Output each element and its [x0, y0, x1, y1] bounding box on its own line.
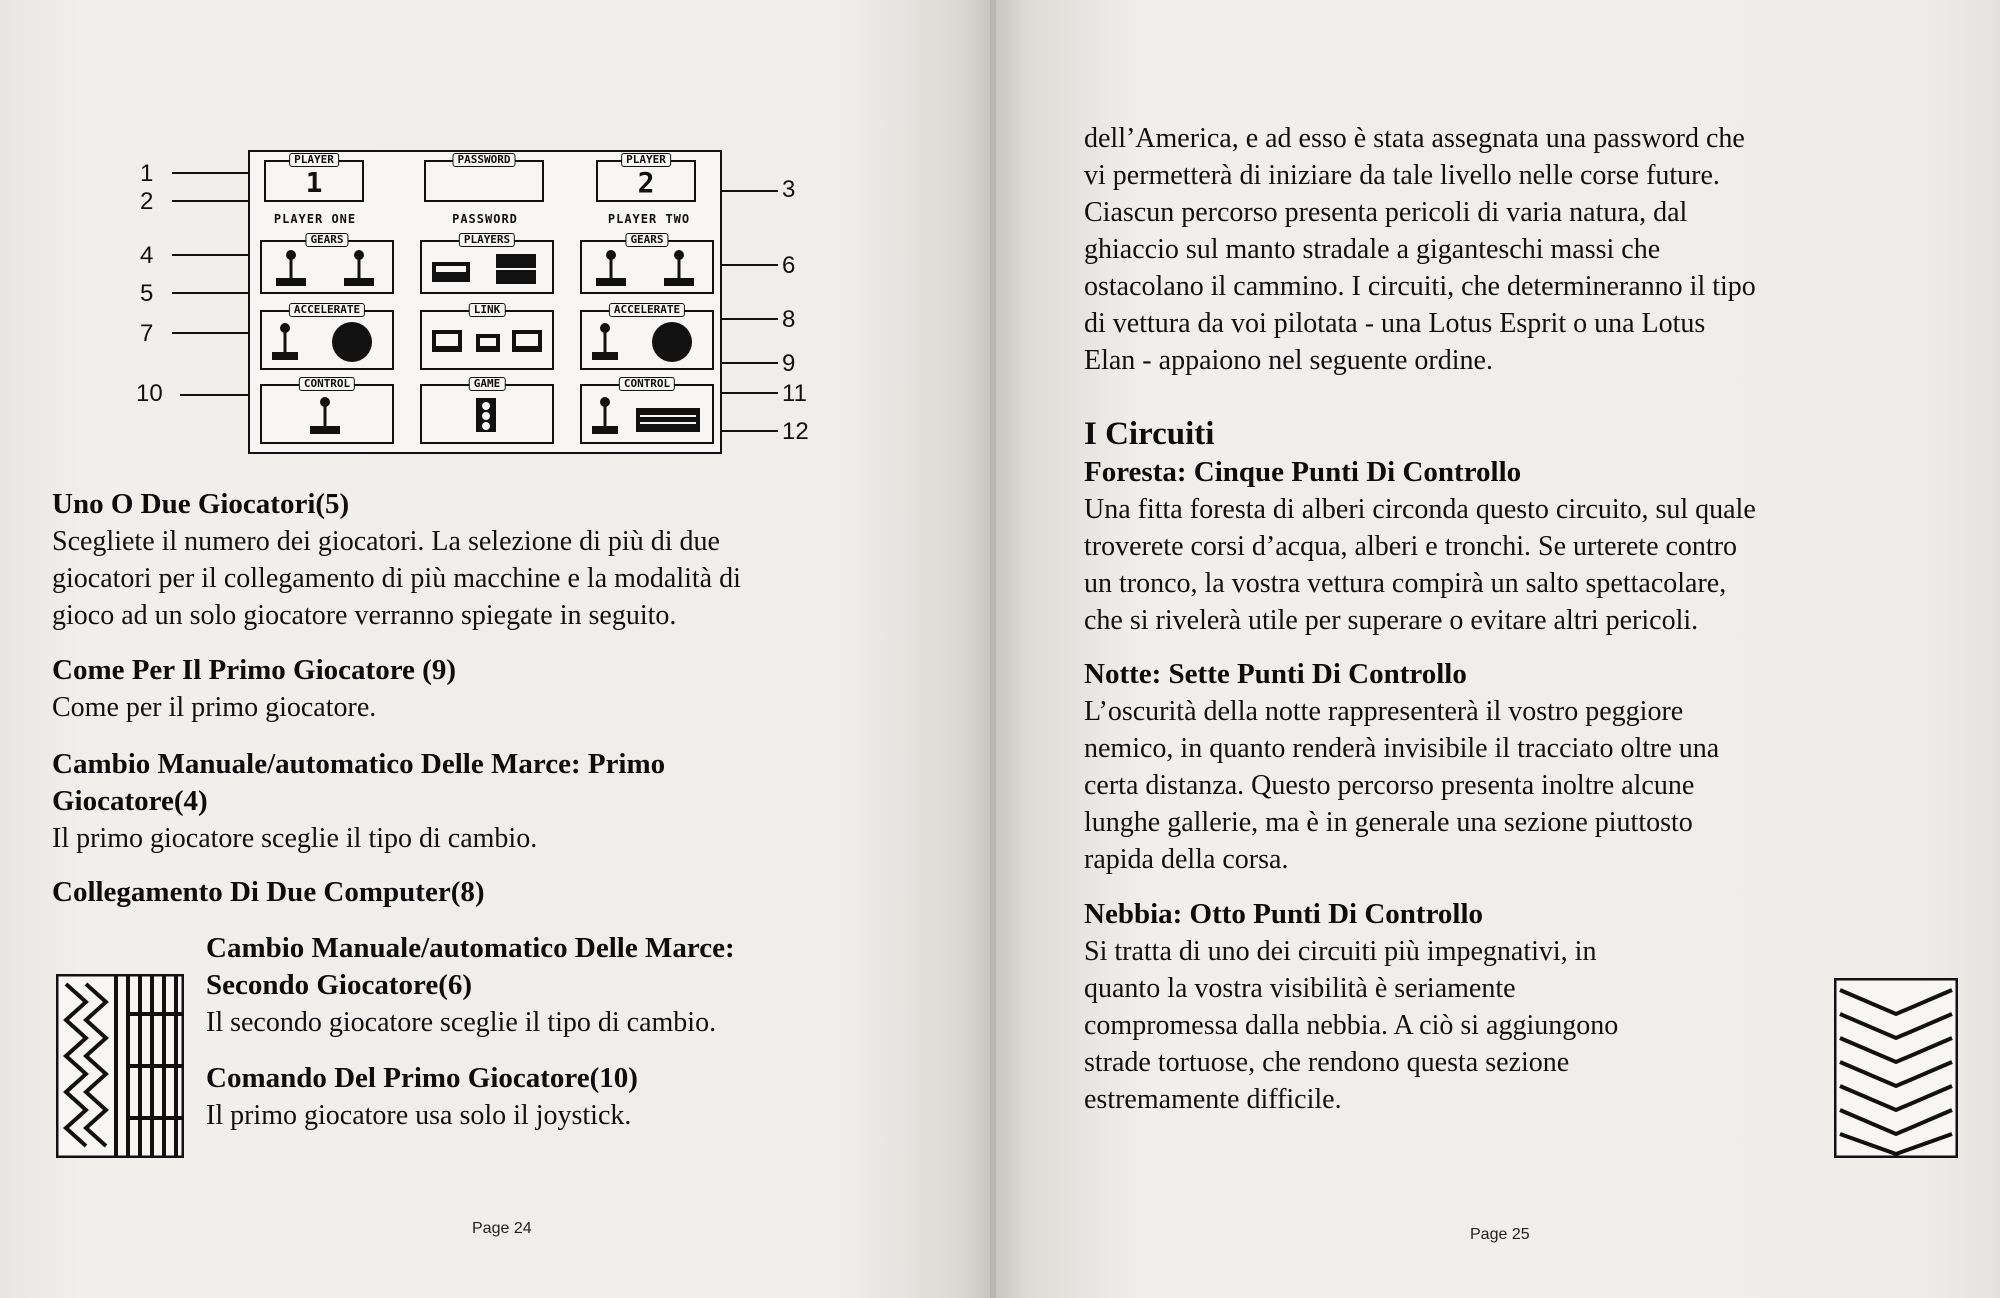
joystick-and-ball-icon [586, 316, 706, 364]
section-control-player1-line-1: Il primo giocatore usa solo il joystick. [206, 1100, 632, 1131]
password-tab: PASSWORD [453, 153, 516, 167]
section-gears-player1-title-2: Giocatore(4) [52, 785, 208, 817]
traffic-light-icon [426, 390, 546, 438]
link-tab: LINK [469, 303, 506, 317]
section-night-title: Notte: Sette Punti Di Controllo [1084, 658, 1467, 690]
joystick-icon [266, 248, 386, 288]
options-screen-diagram [248, 150, 722, 454]
intro-line-6: di vettura da voi pilotata - una Lotus Esprit o una Lotus [1084, 308, 1706, 339]
callout-1: 1 [140, 160, 154, 187]
control-left-box [260, 377, 394, 444]
section-fog-line-2: quanto la vostra visibilità è seriamente [1084, 973, 1516, 1004]
computer-icon [426, 248, 546, 288]
section-forest-line-1: Una fitta foresta di alberi circonda questo circuito, sul quale [1084, 494, 1756, 525]
game-tab: GAME [469, 377, 506, 391]
intro-line-7: Elan - appaiono nel seguente ordine. [1084, 345, 1493, 376]
intro-line-5: ostacolano il cammino. I circuiti, che determineranno il tipo [1084, 271, 1756, 302]
section-forest-line-4: che si rivelerà utile per superare o evitare altri pericoli. [1084, 605, 1699, 636]
intro-paragraph [1084, 120, 1964, 379]
callout-9: 9 [782, 350, 796, 377]
section-gears-player1-line-1: Il primo giocatore sceglie il tipo di cambio. [52, 823, 538, 854]
section-fog-line-1: Si tratta di uno dei circuiti più impegnativi, in [1084, 936, 1597, 967]
callout-7: 7 [140, 320, 154, 347]
callout-3: 3 [782, 176, 796, 203]
section-link [52, 874, 952, 911]
section-fog-line-5: estremamente difficile. [1084, 1084, 1342, 1115]
section-same-as-first [52, 652, 952, 726]
left-page [0, 0, 990, 1298]
section-players [52, 486, 952, 634]
joystick-and-ball-icon [266, 316, 386, 364]
section-fog-line-3: compromessa dalla nebbia. A ciò si aggiungono [1084, 1010, 1619, 1041]
section-forest-line-2: troverete corsi d’acqua, alberi e tronchi. Se urterete contro [1084, 531, 1738, 562]
gears-left-tab: GEARS [305, 233, 348, 247]
section-night-line-3: certa distanza. Questo percorso presenta inoltre alcune [1084, 770, 1695, 801]
callout-11: 11 [782, 380, 807, 407]
section-same-as-first-title: Come Per Il Primo Giocatore (9) [52, 654, 456, 686]
tyre-tread-icon [56, 974, 184, 1158]
accelerate-right-tab: ACCELERATE [609, 303, 685, 317]
accelerate-left-tab: ACCELERATE [289, 303, 365, 317]
callout-2: 2 [140, 188, 154, 215]
intro-line-3: Ciascun percorso presenta pericoli di varia natura, dal [1084, 197, 1688, 228]
right-page [996, 0, 2000, 1298]
section-players-line-3: gioco ad un solo giocatore verranno spiegate in seguito. [52, 600, 677, 631]
callout-4: 4 [140, 242, 154, 269]
section-night-line-5: rapida della corsa. [1084, 844, 1289, 875]
section-same-as-first-line-1: Come per il primo giocatore. [52, 692, 377, 723]
game-box [420, 377, 554, 444]
section-players-title: Uno O Due Giocatori(5) [52, 488, 350, 520]
accelerate-left-box [260, 303, 394, 370]
section-fog-title: Nebbia: Otto Punti Di Controllo [1084, 898, 1484, 930]
gears-right-box [580, 233, 714, 294]
section-players-line-2: giocatori per il collegamento di più macchine e la modalità di [52, 563, 741, 594]
linked-computers-icon [426, 316, 546, 364]
section-night-line-2: nemico, in quanto renderà invisibile il tracciato oltre una [1084, 733, 1720, 764]
page-number-left: Page 24 [472, 1220, 532, 1237]
section-gears-player2-title-2: Secondo Giocatore(6) [206, 969, 473, 1001]
player2-number: 2 [637, 166, 655, 199]
callout-10: 10 [136, 380, 163, 407]
section-fog [1084, 896, 1844, 1118]
player2-box [596, 153, 696, 202]
section-control-player1 [206, 1060, 966, 1134]
player-one-name: PLAYER ONE [273, 212, 357, 226]
section-gears-player2-title-1: Cambio Manuale/automatico Delle Marce: [206, 932, 735, 964]
players-box [420, 233, 554, 294]
tyre-tread-icon [1834, 978, 1958, 1158]
control-left-tab: CONTROL [299, 377, 355, 391]
section-link-title: Collegamento Di Due Computer(8) [52, 876, 485, 908]
page-number-right: Page 25 [1470, 1226, 1530, 1243]
section-players-line-1: Scegliete il numero dei giocatori. La selezione di più di due [52, 526, 720, 557]
callout-5: 5 [140, 280, 154, 307]
intro-line-1: dell’America, e ad esso è stata assegnata una password che [1084, 123, 1745, 154]
player1-tab: PLAYER [289, 153, 339, 167]
link-box [420, 303, 554, 370]
player2-tab: PLAYER [621, 153, 671, 167]
control-right-box [580, 377, 714, 444]
circuits-heading: I Circuiti [1084, 416, 1215, 452]
player-two-name: PLAYER TWO [607, 212, 691, 226]
accelerate-right-box [580, 303, 714, 370]
intro-line-2: vi permetterà di iniziare da tale livello nelle corse future. [1084, 160, 1720, 191]
section-forest-title: Foresta: Cinque Punti Di Controllo [1084, 456, 1522, 488]
section-fog-line-4: strade tortuose, che rendono questa sezione [1084, 1047, 1570, 1078]
section-gears-player2 [206, 930, 966, 1041]
password-box [424, 153, 544, 202]
player1-number: 1 [305, 166, 323, 199]
callout-8: 8 [782, 306, 796, 333]
joystick-and-keyboard-icon [586, 390, 706, 438]
password-value: PASSWORD [452, 212, 518, 226]
section-gears-player1-title-1: Cambio Manuale/automatico Delle Marce: Primo [52, 748, 666, 780]
gears-left-box [260, 233, 394, 294]
section-gears-player1 [52, 746, 952, 857]
gears-right-tab: GEARS [625, 233, 668, 247]
joystick-icon [586, 248, 706, 288]
section-night-line-4: lunghe gallerie, ma è in generale una sezione piuttosto [1084, 807, 1693, 838]
section-night [1084, 656, 1964, 878]
callout-12: 12 [782, 418, 809, 445]
control-right-tab: CONTROL [619, 377, 675, 391]
section-forest [1084, 454, 1964, 639]
player1-box [264, 153, 364, 202]
section-night-line-1: L’oscurità della notte rappresenterà il vostro peggiore [1084, 696, 1684, 727]
players-tab: PLAYERS [459, 233, 515, 247]
section-gears-player2-line-1: Il secondo giocatore sceglie il tipo di cambio. [206, 1007, 717, 1038]
section-control-player1-title: Comando Del Primo Giocatore(10) [206, 1062, 638, 1094]
section-forest-line-3: un tronco, la vostra vettura compirà un salto spettacolare, [1084, 568, 1727, 599]
intro-line-4: ghiaccio sul manto stradale a giganteschi massi che [1084, 234, 1661, 265]
callout-6: 6 [782, 252, 796, 279]
joystick-icon [266, 390, 386, 438]
